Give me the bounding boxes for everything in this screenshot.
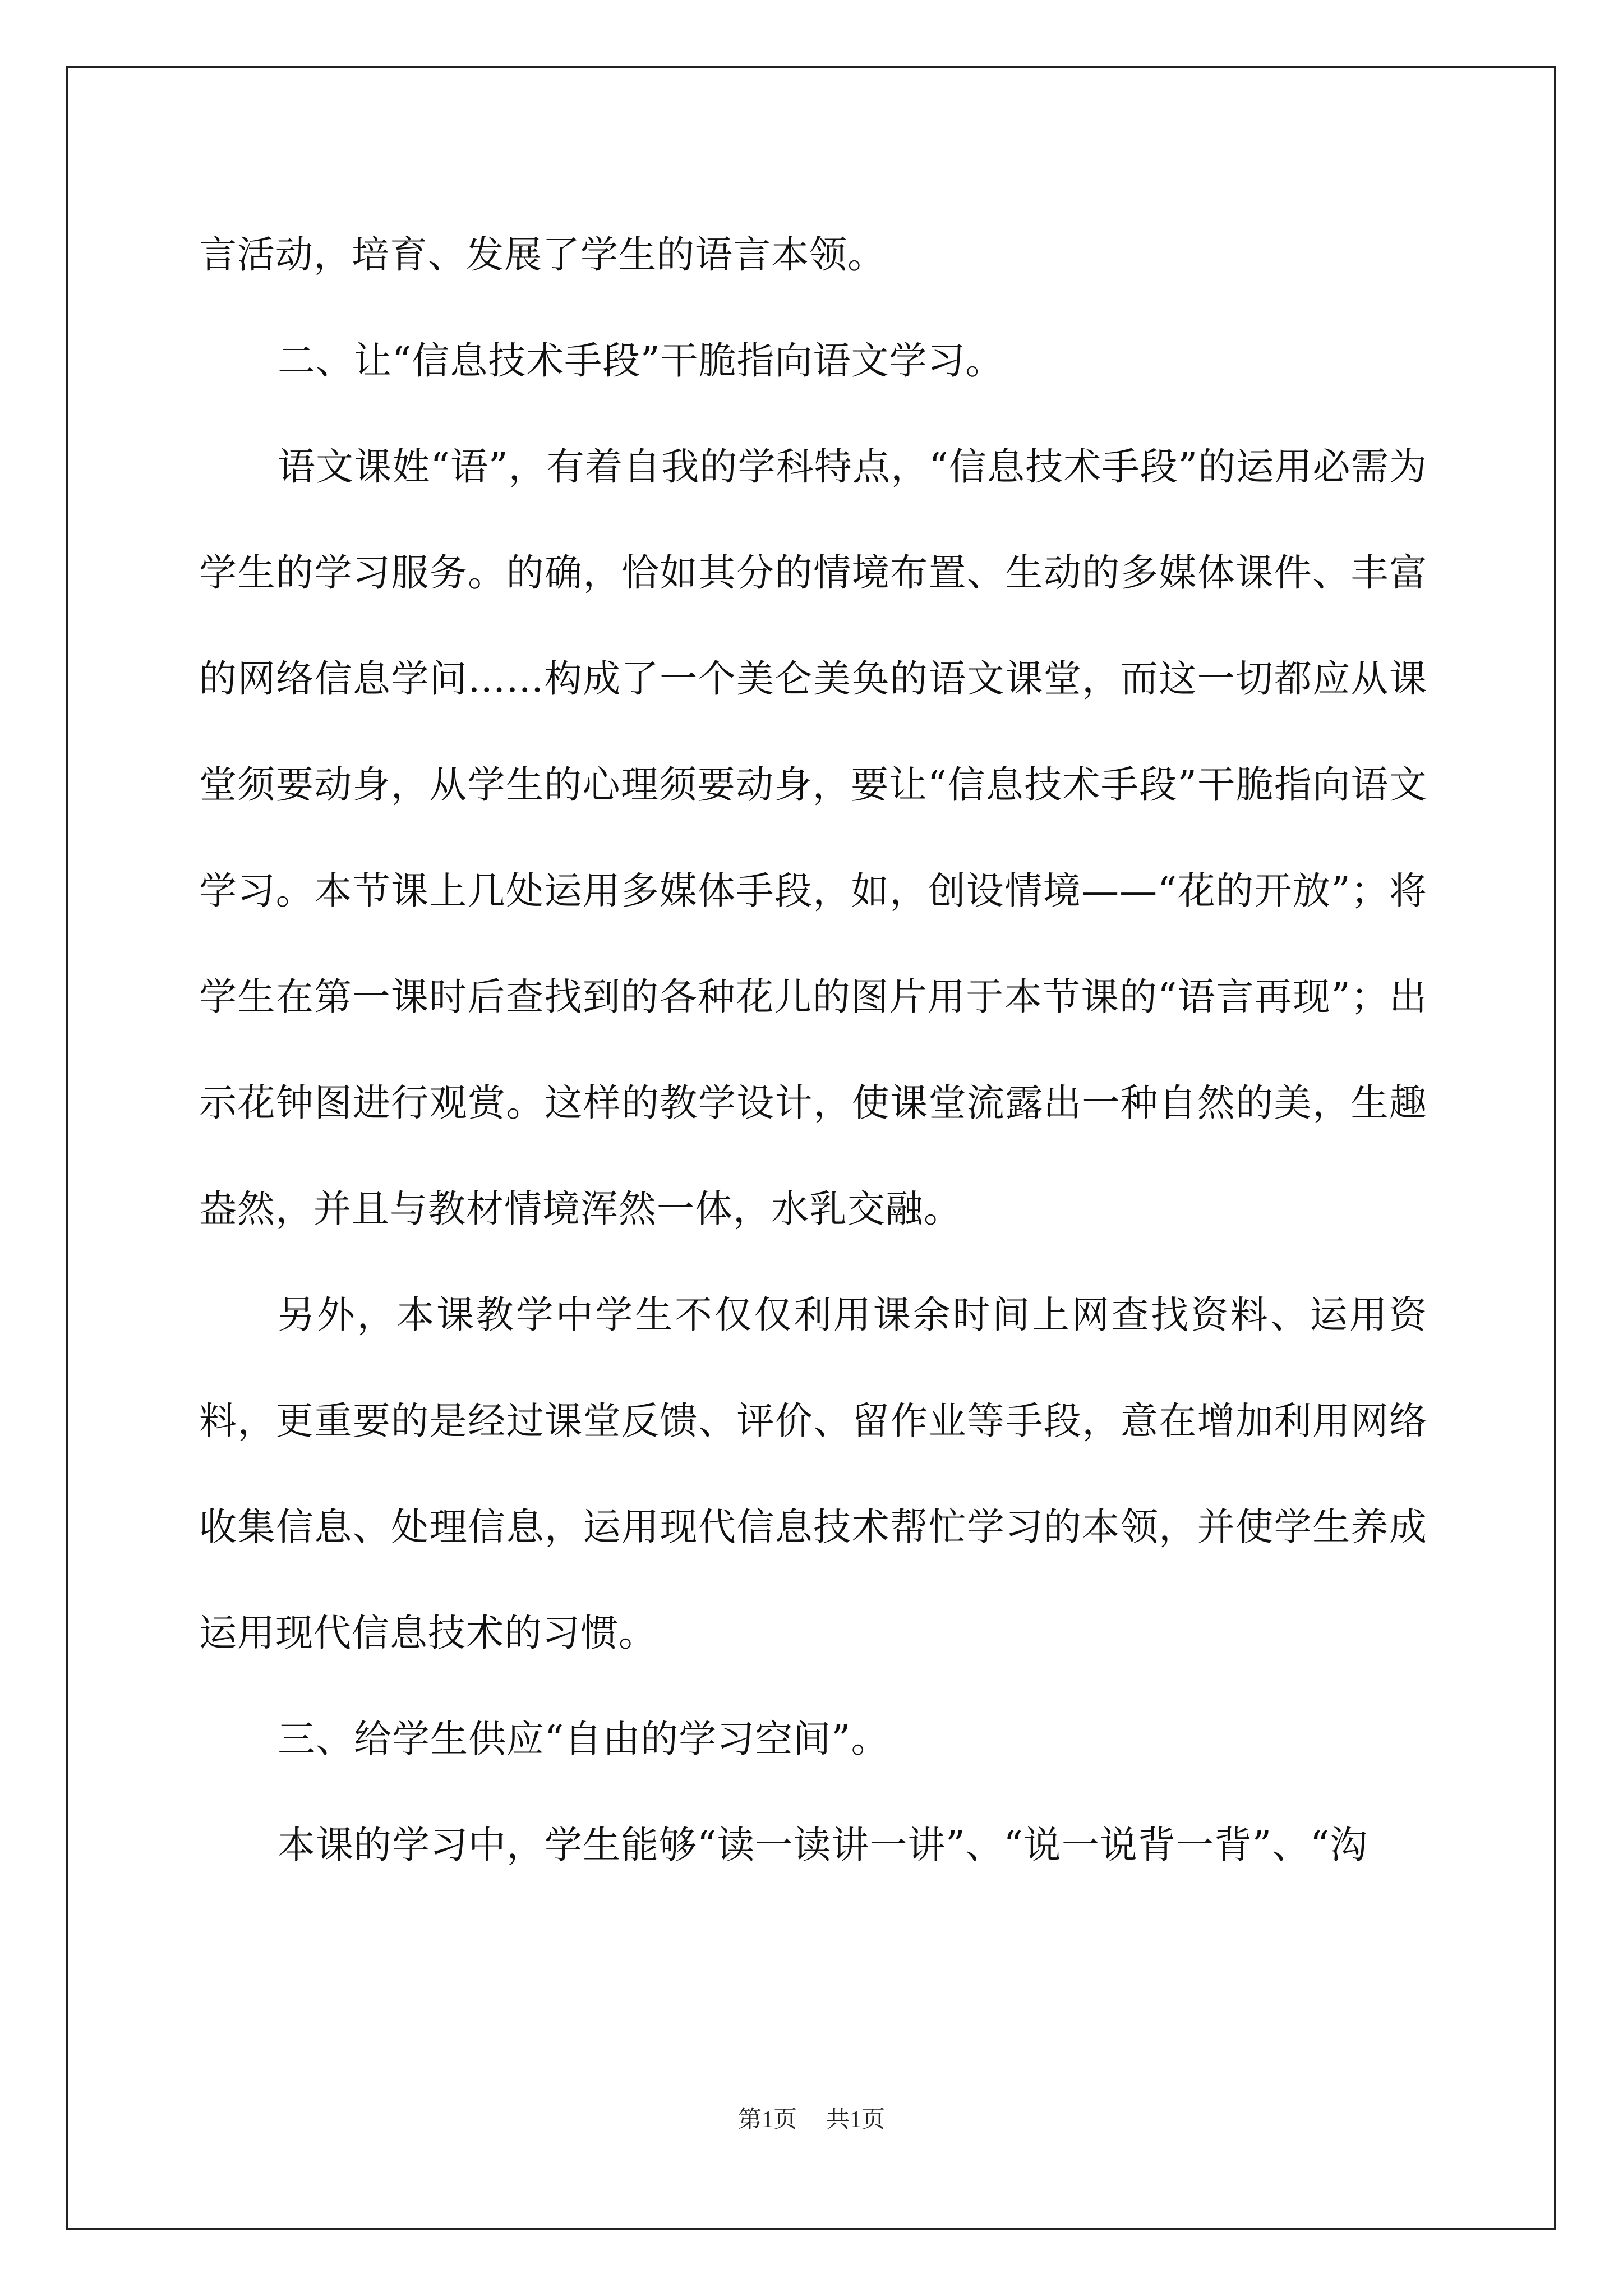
page-number: 第1页 xyxy=(737,2107,797,2133)
paragraph-1: 言活动，培育、发展了学生的语言本领。 xyxy=(199,233,886,277)
section-heading-2: 二、让“信息技术手段”干脆指向语文学习。 xyxy=(278,339,1004,383)
paragraph-6: 本课的学习中，学生能够“读一读讲一讲”、“说一说背一背”、“沟 xyxy=(278,1823,1368,1867)
document-body xyxy=(199,202,1427,1898)
paragraph-3: 语文课姓“语”，有着自我的学科特点，“信息技术手段”的运用必需为学生的学习服务。的确，恰如其分的情境布置、生动的多媒体课件、丰富的网络信息学问……构成了一个美仑美奂的语文课堂，而这一切都应从课堂须要动身，从学生的心理须要动身，要让“信息技术手段”干脆指向语文学习。本节课上几处运用多媒体手段，如，创设情境——“花的开放”；将学生在第一课时后查找到的各种花儿的图片用于本节课的“语言再现”；出示花钟图进行观赏。这样的教学设计，使课堂流露出一种自然的美，生趣盎然，并且与教材情境浑然一体，水乳交融。 xyxy=(199,445,1427,1231)
page-footer xyxy=(0,2101,1623,2134)
section-heading-3: 三、给学生供应“自由的学习空间”。 xyxy=(278,1717,889,1761)
paragraph-4: 另外，本课教学中学生不仅仅利用课余时间上网查找资料、运用资料，更重要的是经过课堂反馈、评价、留作业等手段，意在增加利用网络收集信息、处理信息，运用现代信息技术帮忙学习的本领，并使学生养成运用现代信息技术的习惯。 xyxy=(199,1293,1427,1655)
page-total: 共1页 xyxy=(826,2107,886,2133)
